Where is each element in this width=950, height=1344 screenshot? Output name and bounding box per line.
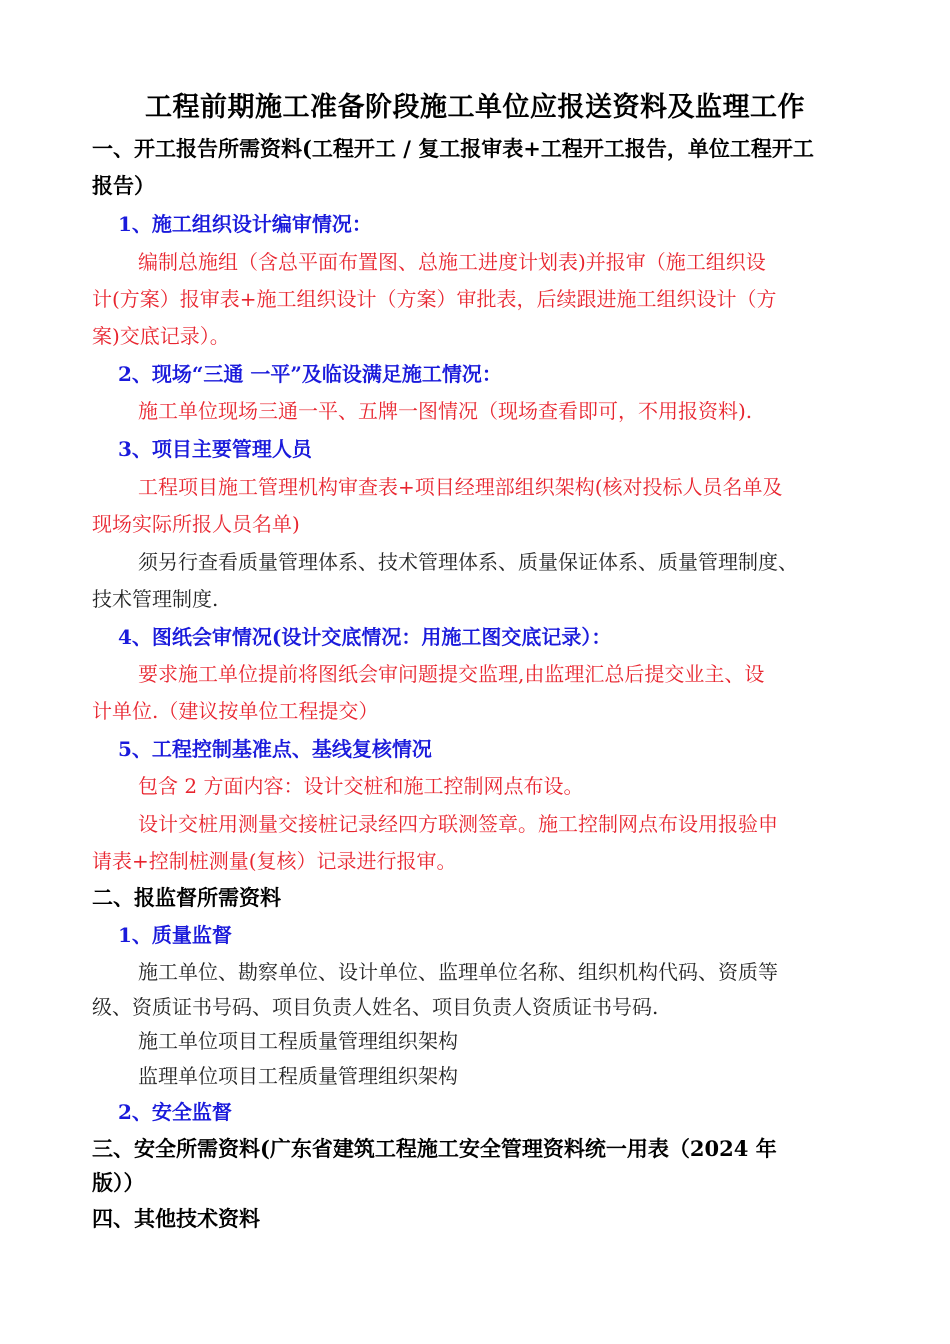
paragraph-line: 须另行查看质量管理体系、技术管理体系、质量保证体系、质量管理制度、 xyxy=(138,550,798,574)
subheading-2-1: 1、质量监督 xyxy=(118,923,232,947)
paragraph-line: 监理单位项目工程质量管理组织架构 xyxy=(138,1064,458,1088)
paragraph-line: 编制总施组（含总平面布置图、总施工进度计划表)并报审（施工组织设 xyxy=(138,250,766,274)
paragraph-line: 施工单位、勘察单位、设计单位、监理单位名称、组织机构代码、资质等 xyxy=(138,960,778,984)
paragraph-line: 包含 2 方面内容：设计交桩和施工控制网点布设。 xyxy=(138,774,584,798)
subheading-2-2: 2、安全监督 xyxy=(118,1100,232,1124)
paragraph-line: 计(方案）报审表+施工组织设计（方案）审批表，后续跟进施工组织设计（方 xyxy=(92,287,777,311)
section-heading-3-cont: 版）） xyxy=(92,1170,145,1195)
paragraph-line: 计单位.（建议按单位工程提交） xyxy=(92,699,379,723)
section-heading-2: 二、报监督所需资料 xyxy=(92,885,281,910)
section-heading-1: 一、开工报告所需资料(工程开工 / 复工报审表+工程开工报告，单位工程开工 xyxy=(92,136,814,161)
paragraph-line: 技术管理制度. xyxy=(92,587,219,611)
subheading-1-2: 2、现场“三通 一平”及临设满足施工情况： xyxy=(118,362,502,386)
subheading-1-4: 4、图纸会审情况(设计交底情况：用施工图交底记录）： xyxy=(118,625,612,649)
paragraph-line: 要求施工单位提前将图纸会审问题提交监理,由监理汇总后提交业主、设 xyxy=(138,662,765,686)
paragraph-line: 请表+控制桩测量(复核）记录进行报审。 xyxy=(92,849,457,873)
paragraph-line: 案)交底记录）。 xyxy=(92,324,230,348)
subheading-1-5: 5、工程控制基准点、基线复核情况 xyxy=(118,737,432,761)
section-heading-4: 四、其他技术资料 xyxy=(92,1206,260,1231)
paragraph-line: 施工单位项目工程质量管理组织架构 xyxy=(138,1029,458,1053)
paragraph-line: 设计交桩用测量交接桩记录经四方联测签章。施工控制网点布设用报验申 xyxy=(138,812,778,836)
section-heading-3: 三、安全所需资料(广东省建筑工程施工安全管理资料统一用表（2024 年 xyxy=(92,1136,777,1161)
paragraph-line: 级、资质证书号码、项目负责人姓名、项目负责人资质证书号码. xyxy=(92,995,659,1019)
paragraph-line: 工程项目施工管理机构审查表+项目经理部组织架构(核对投标人员名单及 xyxy=(138,475,783,499)
paragraph-line: 现场实际所报人员名单) xyxy=(92,512,300,536)
paragraph-line: 施工单位现场三通一平、五牌一图情况（现场查看即可，不用报资料). xyxy=(138,399,753,423)
document-title: 工程前期施工准备阶段施工单位应报送资料及监理工作 xyxy=(145,92,805,123)
subheading-1-3: 3、项目主要管理人员 xyxy=(118,437,312,461)
subheading-1-1: 1、施工组织设计编审情况： xyxy=(118,212,372,236)
section-heading-1-cont: 报告） xyxy=(92,173,155,198)
